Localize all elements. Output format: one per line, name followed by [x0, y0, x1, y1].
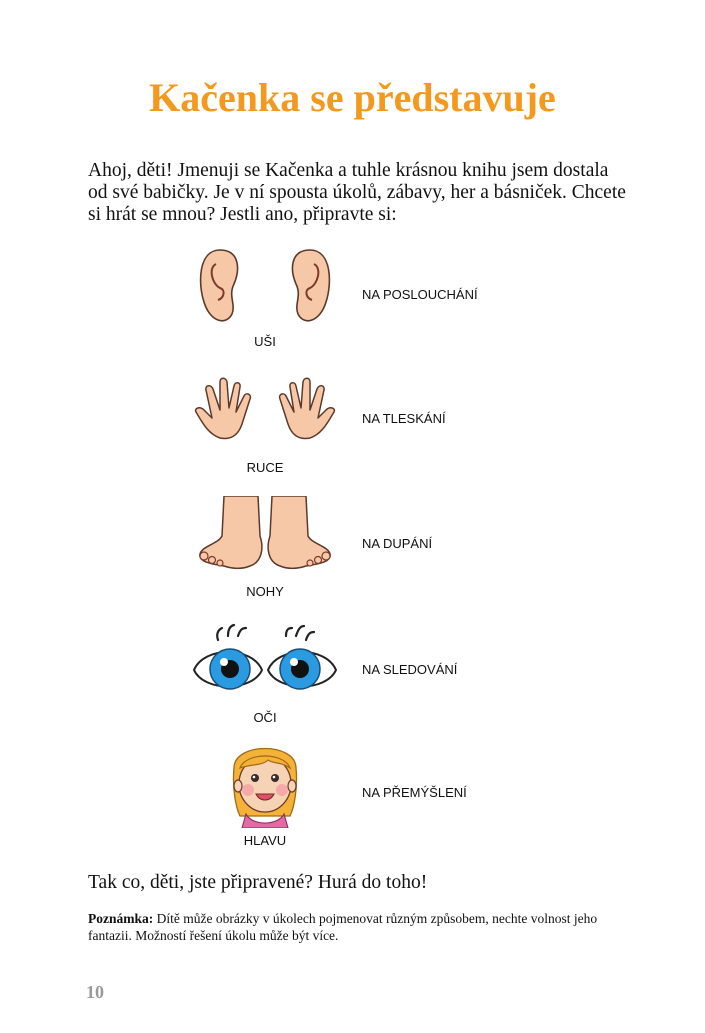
item-purpose: NA SLEDOVÁNÍ — [362, 662, 458, 677]
ears-icon — [190, 244, 340, 334]
eyes-icon — [190, 622, 340, 712]
item-row-head — [0, 738, 705, 858]
item-row-ears — [0, 244, 705, 364]
note-text: Dítě může obrázky v úkolech pojmenovat různým způsobem, nechte volnost jeho fantazii. Možností řešení úkolu může být více. — [88, 911, 598, 943]
item-purpose: NA POSLOUCHÁNÍ — [362, 287, 478, 302]
item-row-feet — [0, 496, 705, 616]
item-row-eyes — [0, 622, 705, 742]
girl-head-icon — [190, 738, 340, 828]
page-title: Kačenka se představuje — [149, 75, 556, 120]
item-caption: HLAVU — [243, 833, 287, 848]
note-label: Poznámka: — [88, 911, 154, 926]
item-purpose: NA DUPÁNÍ — [362, 536, 433, 551]
intro-paragraph: Ahoj, děti! Jmenuji se Kačenka a tuhle krásnou knihu jsem dostala od své babičky. Je v ní spousta úkolů, zábavy, her a básniček. Chcete si hrát se mnou? Jestli ano, připravte si: — [88, 160, 626, 225]
feet-icon — [190, 496, 340, 586]
item-caption: RUCE — [246, 460, 284, 475]
item-row-hands — [0, 372, 705, 492]
item-caption: NOHY — [246, 584, 284, 599]
item-caption: UŠI — [254, 334, 276, 349]
hands-icon — [190, 372, 340, 462]
item-purpose: NA PŘEMÝŠLENÍ — [362, 785, 467, 800]
item-purpose: NA TLESKÁNÍ — [362, 411, 446, 426]
note — [88, 910, 633, 944]
closing-sentence: Tak co, děti, jste připravené? Hurá do toho! — [88, 872, 428, 893]
page-number: 10 — [86, 982, 104, 1002]
item-caption: OČI — [253, 710, 277, 725]
